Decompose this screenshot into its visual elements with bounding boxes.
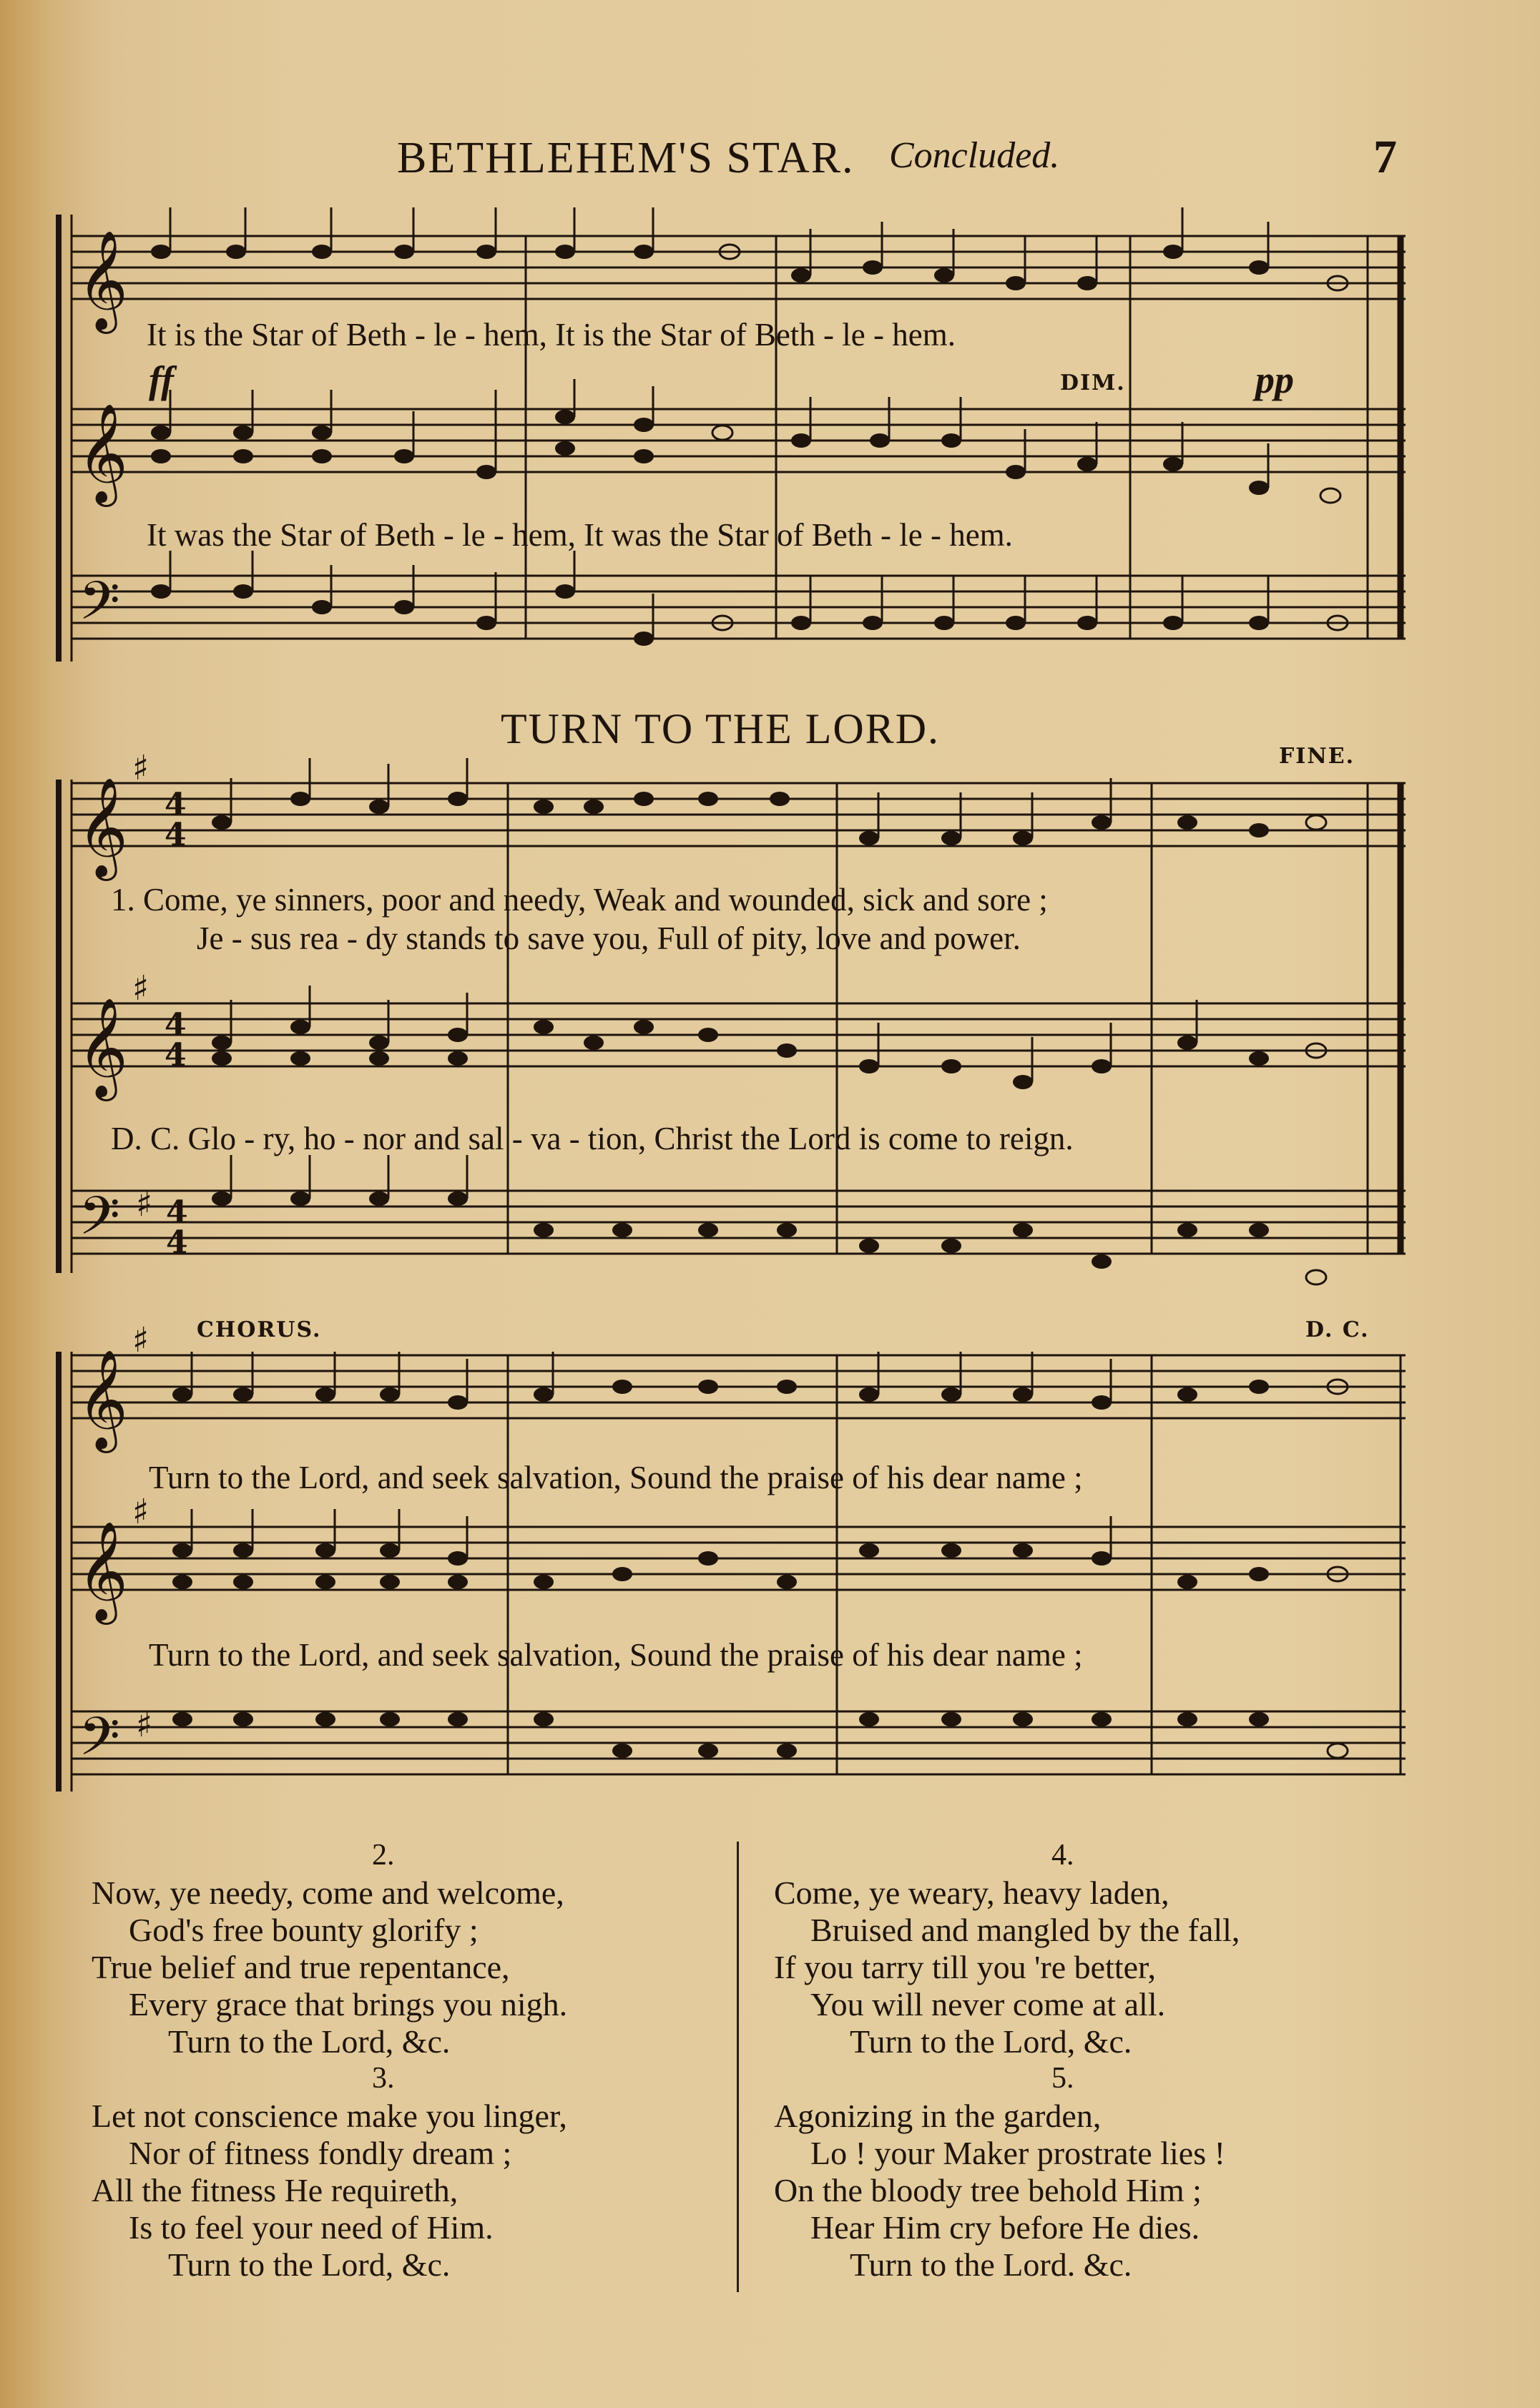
sharp-icon: ♯ [132, 968, 149, 1008]
verse-line: Let not conscience make you linger, [92, 2098, 567, 2134]
sharp-icon: ♯ [136, 1184, 153, 1224]
additional-verses [0, 1838, 1540, 2296]
svg-text:4: 4 [165, 1037, 187, 1073]
lyric-line: It is the Star of Beth - le - hem, It is the Star of Beth - le - hem. [147, 317, 956, 353]
song-title: TURN TO THE LORD. [501, 705, 941, 752]
verse-line: Agonizing in the garden, [774, 2098, 1102, 2134]
lyric-line: It was the Star of Beth - le - hem, It was the Star of Beth - le - hem. [147, 517, 1013, 553]
column-divider [737, 1842, 739, 2292]
sharp-icon: ♯ [132, 748, 149, 788]
dc-line: D. C. Glo - ry, ho - nor and sal - va - tion, Christ the Lord is come to reign. [111, 1121, 1074, 1156]
svg-text:4: 4 [165, 1007, 187, 1043]
verse-line: Turn to the Lord. &c. [850, 2246, 1132, 2283]
sharp-icon: ♯ [132, 1492, 149, 1532]
verse-number: 2. [372, 1839, 395, 1872]
verse-line: On the bloody tree behold Him ; [774, 2172, 1202, 2208]
verse-number: 4. [1051, 1839, 1074, 1872]
verse-line: Hear Him cry before He dies. [810, 2209, 1200, 2246]
verse-line: Come, ye weary, heavy laden, [774, 1874, 1169, 1911]
verse-line: All the fitness He requireth, [92, 2172, 458, 2208]
verse-line: Turn to the Lord, &c. [168, 2246, 451, 2283]
verse-line: Turn to the Lord, &c. [168, 2023, 451, 2060]
verse-number: 3. [372, 2062, 395, 2095]
noteheads-chorus-staff-c [172, 1712, 1348, 1758]
verse-line: True belief and true repentance, [92, 1949, 510, 1985]
treble-clef-icon: 𝄞 [77, 403, 128, 503]
verse-line: Bruised and mangled by the fall, [810, 1912, 1240, 1948]
treble-clef-icon: 𝄞 [77, 1350, 128, 1449]
treble-clef-icon: 𝄞 [77, 777, 128, 877]
verse-line: Lo ! your Maker prostrate lies ! [810, 2135, 1225, 2171]
sharp-icon: ♯ [136, 1705, 153, 1745]
verse-line: You will never come at all. [810, 1986, 1166, 2023]
dc-mark: D. C. [1305, 1317, 1370, 1342]
verse-number: 5. [1051, 2062, 1074, 2095]
bass-clef-icon: 𝄢 [79, 1706, 120, 1781]
verse-line: Turn to the Lord, &c. [850, 2023, 1132, 2060]
svg-text:4: 4 [165, 787, 187, 823]
dynamic-mark: pp [1255, 358, 1294, 401]
sharp-icon: ♯ [132, 1320, 149, 1360]
page-title: BETHLEHEM'S STAR. [397, 134, 855, 182]
chorus-label: CHORUS. [197, 1317, 322, 1342]
bass-clef-icon: 𝄢 [79, 570, 120, 645]
svg-text:4: 4 [166, 1224, 188, 1261]
svg-text:4: 4 [166, 1194, 188, 1231]
page-subtitle: Concluded. [889, 135, 1060, 176]
verse-1-line-1: 1. Come, ye sinners, poor and needy, Weak and wounded, sick and sore ; [111, 882, 1048, 918]
dynamic-mark: DIM. [1060, 370, 1126, 395]
verse-line: Now, ye needy, come and welcome, [92, 1874, 564, 1911]
page-number: 7 [1373, 131, 1397, 183]
treble-clef-icon: 𝄞 [77, 1521, 128, 1621]
verse-line: Is to feel your need of Him. [129, 2209, 494, 2246]
treble-clef-icon: 𝄞 [77, 998, 128, 1097]
fine-mark: FINE. [1279, 744, 1355, 769]
noteheads-chorus-staff-b [172, 1543, 1348, 1589]
chorus-line-1: Turn to the Lord, and seek salvation, Sound the praise of his dear name ; [149, 1460, 1083, 1495]
bass-clef-icon: 𝄢 [79, 1185, 120, 1260]
treble-clef-icon: 𝄞 [77, 230, 128, 330]
verse-line: Nor of fitness fondly dream ; [129, 2135, 512, 2171]
noteheads-chorus-staff-a [172, 1380, 1348, 1410]
verse-line: If you tarry till you 're better, [774, 1949, 1156, 1985]
verse-1-line-2: Je - sus rea - dy stands to save you, Full of pity, love and power. [197, 920, 1021, 956]
dynamic-mark: ff [149, 358, 174, 401]
verse-line: God's free bounty glorify ; [129, 1912, 479, 1948]
chorus-line-2: Turn to the Lord, and seek salvation, Sound the praise of his dear name ; [149, 1637, 1083, 1673]
verse-line: Every grace that brings you nigh. [129, 1986, 568, 2023]
svg-text:4: 4 [165, 817, 187, 853]
